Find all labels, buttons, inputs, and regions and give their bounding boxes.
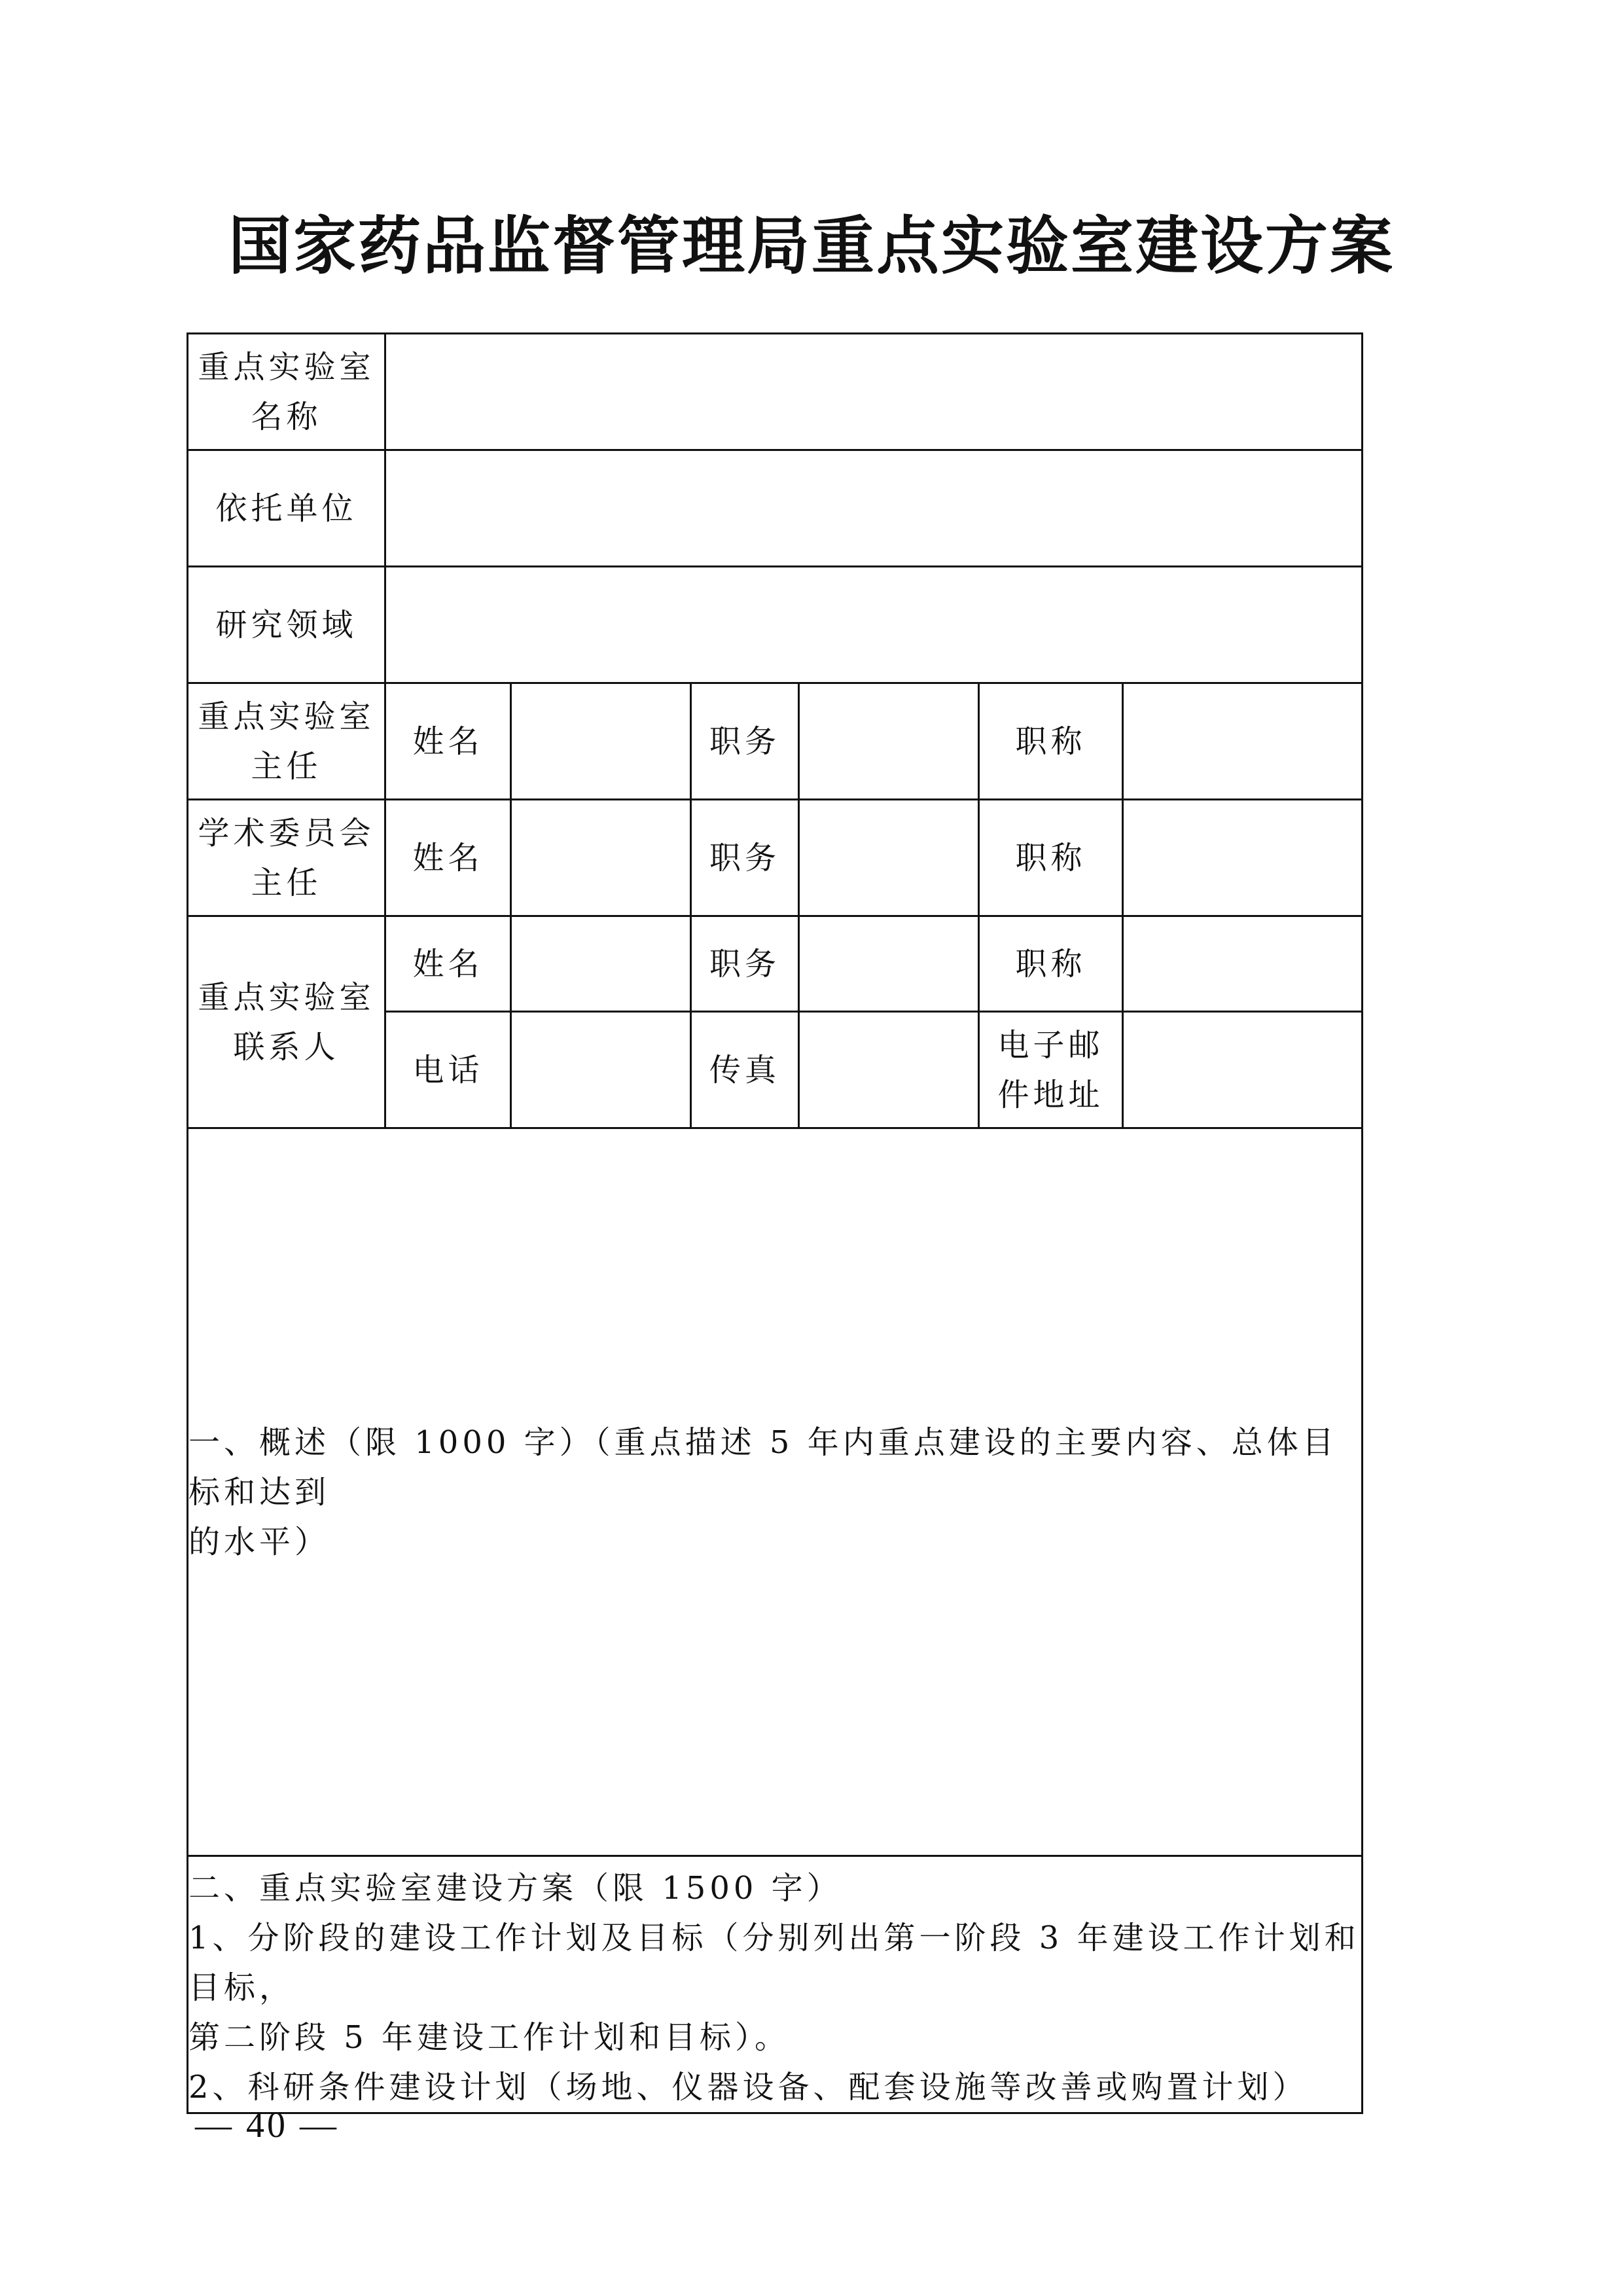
label-director: 重点实验室 主任 xyxy=(188,683,385,800)
input-director-title[interactable] xyxy=(1123,683,1363,800)
input-host-unit[interactable] xyxy=(385,450,1363,567)
input-contact-position[interactable] xyxy=(799,916,979,1012)
row-director xyxy=(188,683,1363,800)
label-contact: 重点实验室 联系人 xyxy=(188,916,385,1128)
document-title: 国家药品监督管理局重点实验室建设方案 xyxy=(228,209,1395,283)
input-contact-phone[interactable] xyxy=(511,1012,691,1128)
label-name: 姓名 xyxy=(385,800,511,916)
application-form-table xyxy=(187,332,1363,2114)
label-fax: 传真 xyxy=(691,1012,799,1128)
input-committee-chair-name[interactable] xyxy=(511,800,691,916)
row-section-plan xyxy=(188,1856,1363,2113)
input-contact-name[interactable] xyxy=(511,916,691,1012)
input-committee-chair-position[interactable] xyxy=(799,800,979,916)
label-host-unit: 依托单位 xyxy=(188,450,385,567)
section-plan-heading: 二、重点实验室建设方案（限 1500 字） xyxy=(188,1870,842,1907)
row-host-unit xyxy=(188,450,1363,567)
row-contact-1 xyxy=(188,916,1363,1012)
section-overview-heading: 一、概述（限 1000 字）（重点描述 5 年内重点建设的主要内容、总体目标和达到 xyxy=(188,1424,1338,1511)
row-section-overview xyxy=(188,1128,1363,1856)
section-overview[interactable] xyxy=(188,1128,1363,1856)
input-director-name[interactable] xyxy=(511,683,691,800)
section-overview-heading-cont: 的水平） xyxy=(188,1523,330,1560)
label-lab-name: 重点实验室 名称 xyxy=(188,334,385,450)
label-position: 职务 xyxy=(691,916,799,1012)
label-committee-chair: 学术委员会 主任 xyxy=(188,800,385,916)
input-contact-email[interactable] xyxy=(1123,1012,1363,1128)
section-plan-item-2: 2、科研条件建设计划（场地、仪器设备、配套设施等改善或购置计划） xyxy=(188,2069,1308,2106)
label-name: 姓名 xyxy=(385,683,511,800)
label-email: 电子邮 件地址 xyxy=(979,1012,1123,1128)
label-name: 姓名 xyxy=(385,916,511,1012)
section-plan-item-1-cont: 第二阶段 5 年建设工作计划和目标）。 xyxy=(188,2019,791,2056)
label-research-field: 研究领域 xyxy=(188,567,385,683)
label-title: 职称 xyxy=(979,683,1123,800)
section-plan[interactable] xyxy=(188,1856,1363,2113)
input-research-field[interactable] xyxy=(385,567,1363,683)
input-lab-name[interactable] xyxy=(385,334,1363,450)
label-title: 职称 xyxy=(979,916,1123,1012)
input-committee-chair-title[interactable] xyxy=(1123,800,1363,916)
section-plan-item-1: 1、分阶段的建设工作计划及目标（分别列出第一阶段 3 年建设工作计划和目标， xyxy=(188,1920,1360,2006)
label-position: 职务 xyxy=(691,683,799,800)
input-director-position[interactable] xyxy=(799,683,979,800)
input-contact-fax[interactable] xyxy=(799,1012,979,1128)
input-contact-title[interactable] xyxy=(1123,916,1363,1012)
row-research-field xyxy=(188,567,1363,683)
label-phone: 电话 xyxy=(385,1012,511,1128)
label-position: 职务 xyxy=(691,800,799,916)
row-committee-chair xyxy=(188,800,1363,916)
page-number: — 40 — xyxy=(195,2105,339,2145)
label-title: 职称 xyxy=(979,800,1123,916)
row-lab-name xyxy=(188,334,1363,450)
